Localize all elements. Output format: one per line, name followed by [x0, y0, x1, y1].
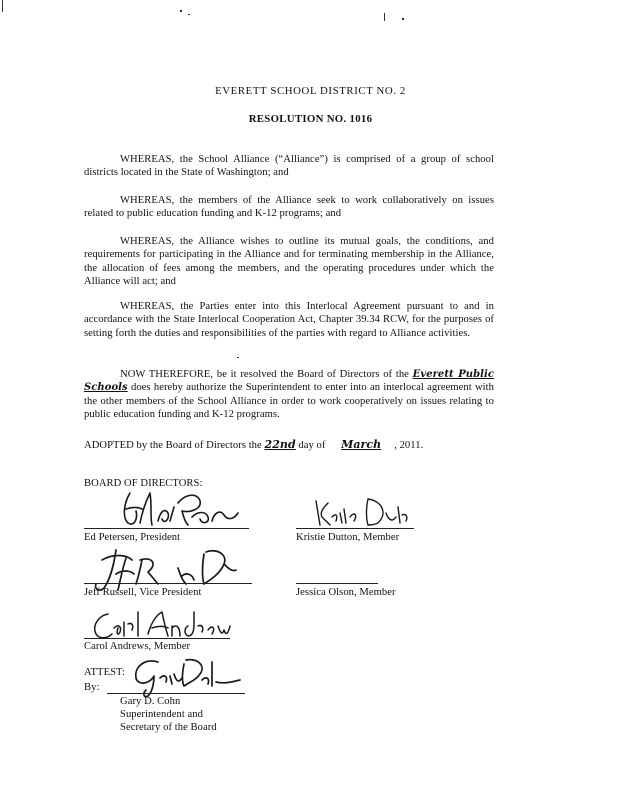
attest-name: Gary D. Cohn [120, 696, 181, 707]
adopted-prefix: ADOPTED by the Board of Directors the [84, 440, 262, 451]
paragraph-text: WHEREAS, the Alliance wishes to outline its mutual goals, the conditions, and requirements for participating in the Alliance and for terminating membership in the Alliance, the allocation of fees among the members, and the operating procedures under which the Alliance will act; and [84, 236, 494, 288]
member-name: Jessica Olson, Member [296, 587, 396, 598]
member-name: Carol Andrews, Member [84, 641, 191, 652]
paragraph-text: WHEREAS, the School Alliance (“Alliance”) is comprised of a group of school districts located in the State of Washington; and [84, 154, 494, 179]
whereas-paragraph-3 [84, 235, 494, 289]
member-name: Ed Petersen, President [84, 532, 181, 543]
scan-speck [188, 14, 190, 15]
attest-label: ATTEST: [84, 667, 126, 678]
scan-speck [384, 13, 385, 21]
signature-line [296, 583, 378, 584]
adopted-day: 22nd [264, 438, 296, 451]
whereas-paragraph-1 [84, 153, 494, 180]
signature-line [84, 528, 249, 529]
scan-speck [180, 10, 182, 12]
adopted-line [84, 438, 514, 452]
paragraph-text: WHEREAS, the Parties enter into this Interlocal Agreement pursuant to and in accordance with the State Interlocal Cooperation Act, Chapter 39.34 RCW, for the purposes of setting forth the duties and responsibilities of the parties with regard to Alliance activities. [84, 301, 494, 339]
scan-speck [2, 0, 3, 12]
board-heading: BOARD OF DIRECTORS: [84, 478, 203, 489]
signature-kristie-dutton [312, 493, 412, 533]
signature-line [296, 528, 414, 529]
member-name: Kristie Dutton, Member [296, 532, 400, 543]
scan-speck [237, 357, 239, 358]
signature-line [107, 693, 245, 694]
attest-by-label: By: [84, 682, 100, 693]
adopted-month: March [341, 438, 382, 451]
signature-line [84, 583, 252, 584]
whereas-paragraph-2 [84, 194, 494, 221]
adopted-middle: day of [298, 440, 326, 451]
attest-title-2: Secretary of the Board [120, 722, 217, 733]
member-name: Jeff Russell, Vice President [84, 587, 202, 598]
whereas-paragraph-4 [84, 300, 494, 340]
adopted-suffix: , 2011. [394, 440, 424, 451]
scan-speck [402, 18, 404, 20]
paragraph-text: WHEREAS, the members of the Alliance seek to work collaboratively on issues related to public education funding and K-12 programs; and [84, 195, 494, 220]
signature-ed-petersen [116, 483, 256, 533]
signature-line [84, 638, 230, 639]
now-therefore-rest: does hereby authorize the Superintendent to enter into an interlocal agreement with the other members of the School Alliance in order to work cooperatively on issues relating to public education funding and K-12 programs. [84, 382, 494, 421]
now-therefore-text: NOW THEREFORE, be it resolved the Board of Directors of the [120, 369, 409, 380]
handwritten-district-name: Everett Public Schools [84, 369, 494, 394]
district-title: EVERETT SCHOOL DISTRICT NO. 2 [215, 85, 406, 97]
now-therefore-paragraph [84, 368, 494, 422]
attest-title-1: Superintendent and [120, 709, 203, 720]
resolution-number: RESOLUTION NO. 1016 [248, 113, 373, 125]
